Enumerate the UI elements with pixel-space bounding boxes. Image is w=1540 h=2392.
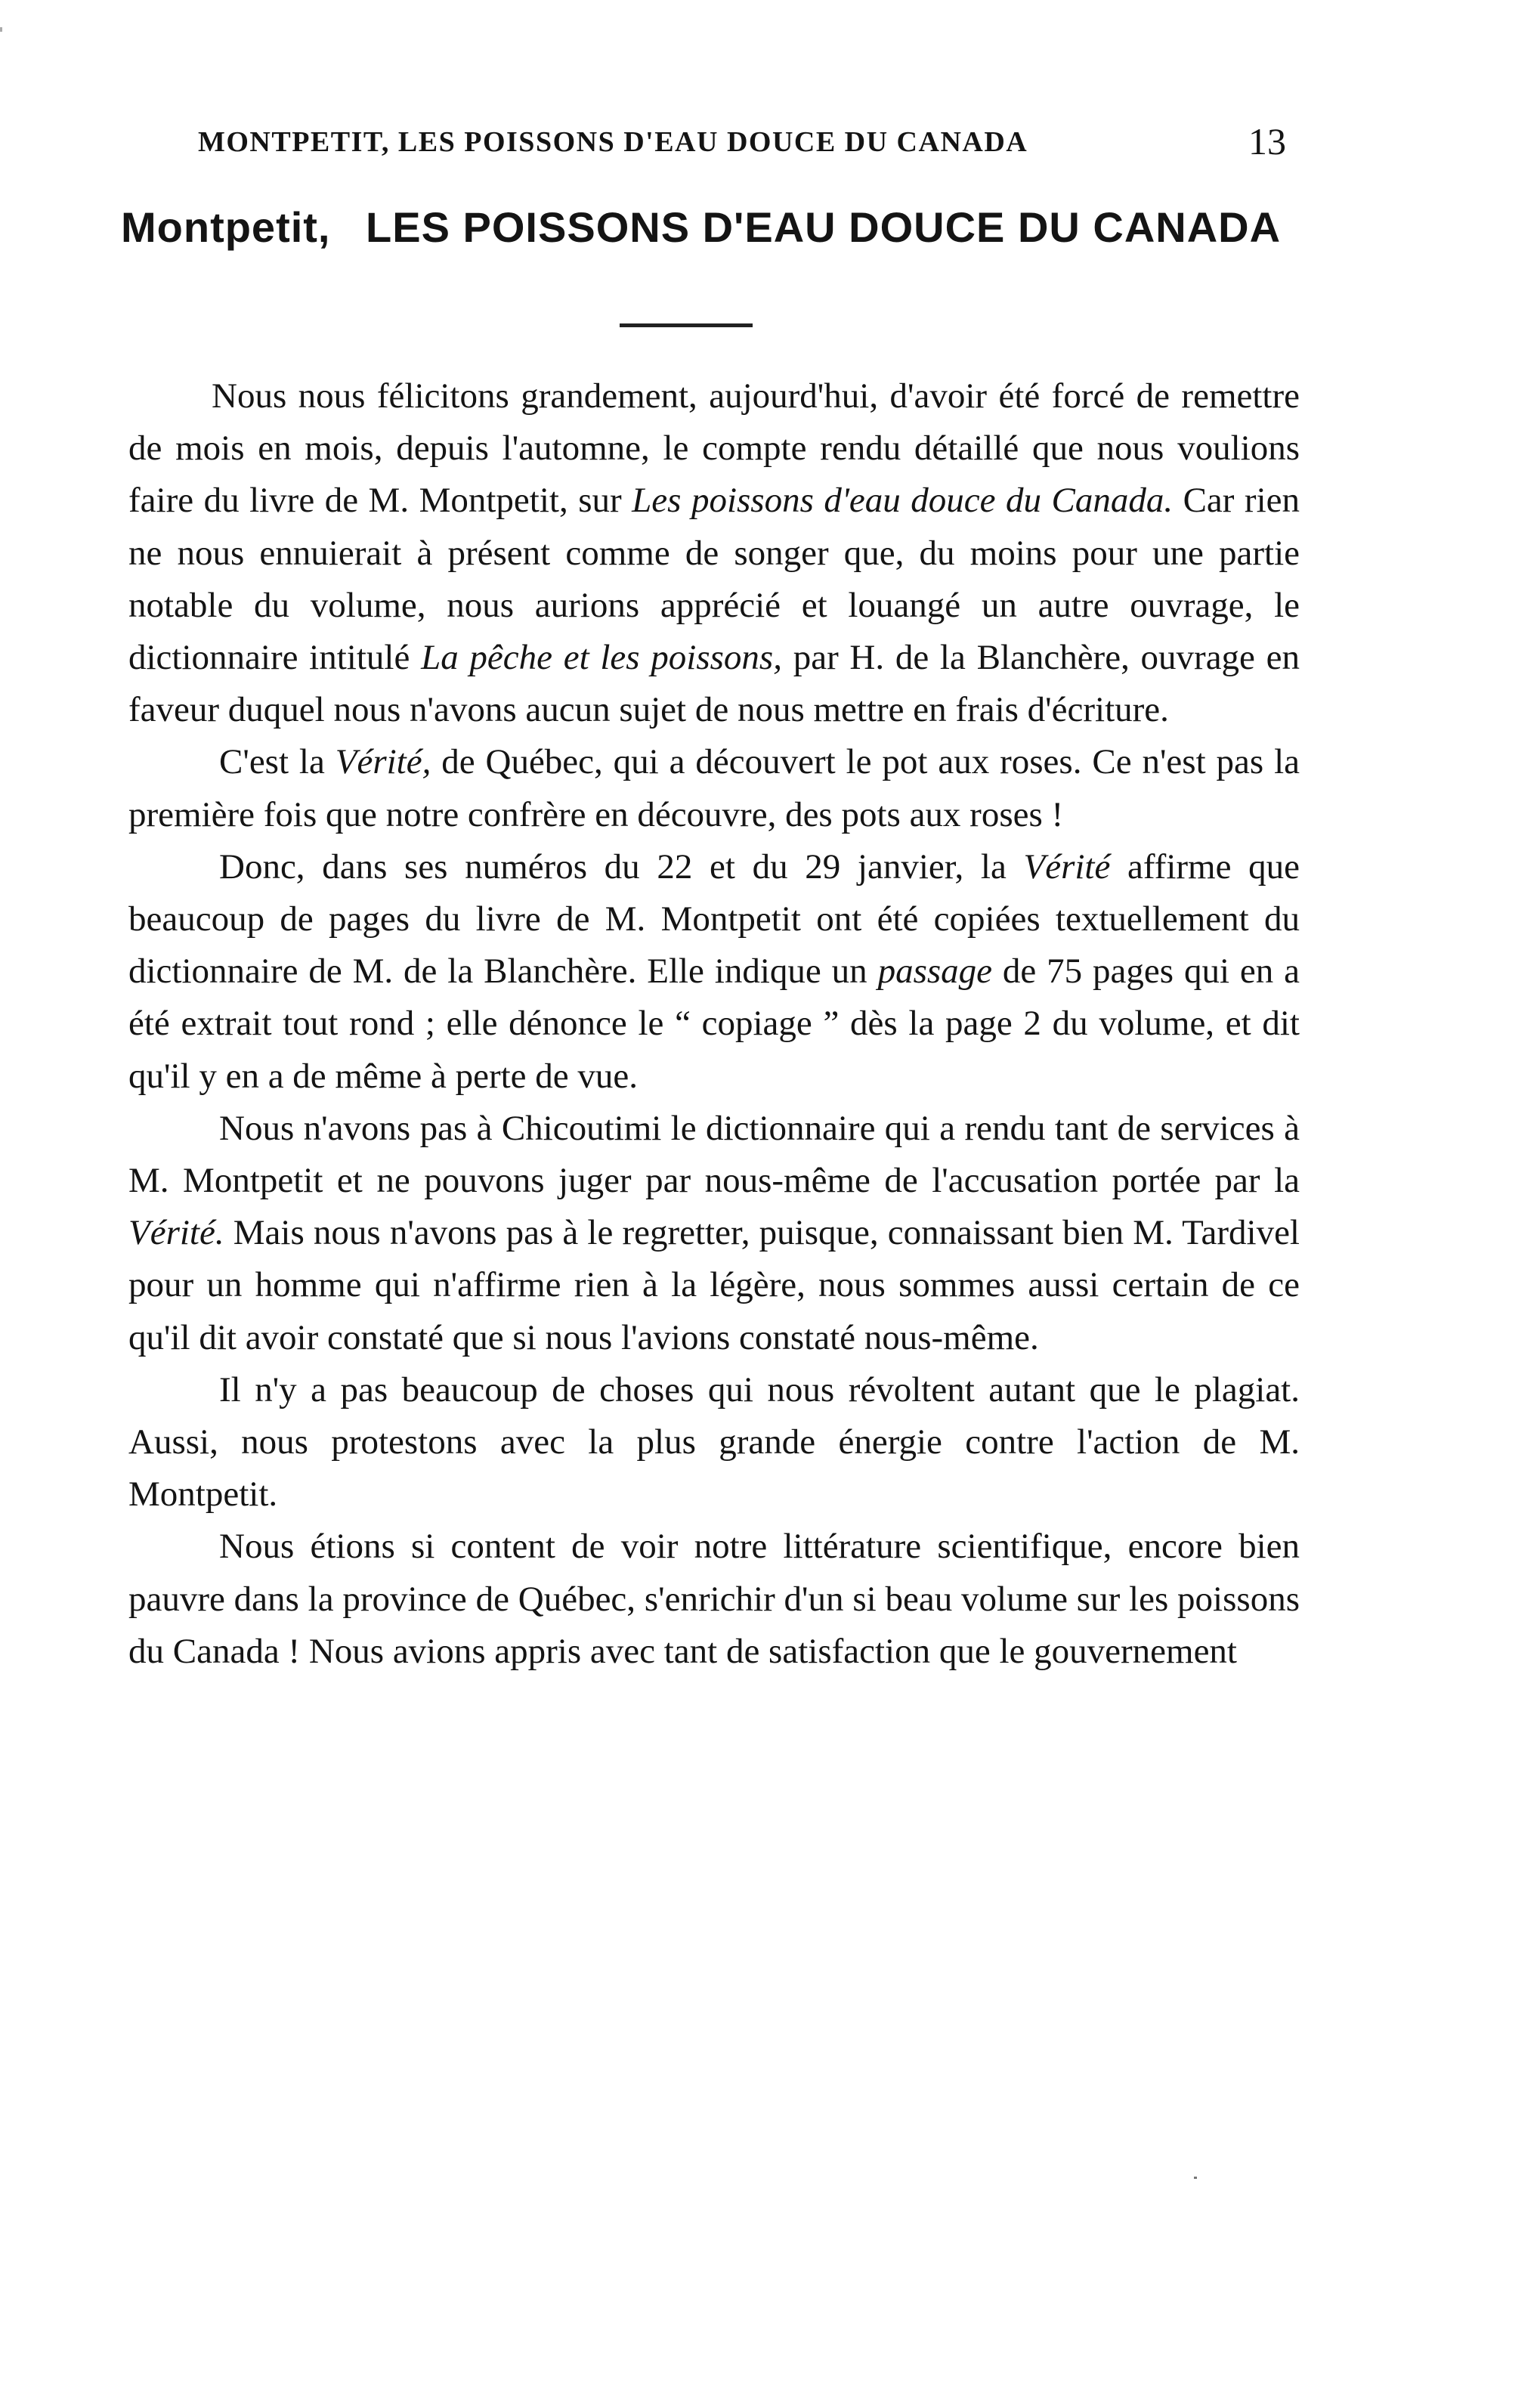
paragraph [128, 1103, 1300, 1364]
paragraph-text: de Québec, qui a découvert le pot aux roses. Ce n'est pas la première fois que notre confrère en découvre, des pots aux roses ! [128, 742, 1300, 834]
scan-speck [1194, 2177, 1197, 2179]
paragraph [128, 1364, 1300, 1521]
paragraph-text: Nous nous félicitons grandement, aujourd'hui, d'avoir été forcé de remettre de mois en mois, depuis l'automne, le compte rendu détaillé que nous voulions faire du livre de M. Montpetit, sur [128, 376, 1300, 521]
paragraph-text: Car rien ne nous ennuierait à présent comme de songer que, du moins pour une partie notable du volume, nous aurions apprécié et louangé un autre ouvrage, le dictionnaire intitulé [128, 481, 1300, 678]
scan-speck [0, 27, 2, 32]
italic-title-text: Les poissons d'eau douce du Canada. [632, 481, 1174, 521]
running-head-title: MONTPETIT, LES POISSONS D'EAU DOUCE DU CANADA [198, 126, 1028, 158]
italic-title-text: Vérité. [128, 1213, 224, 1253]
italic-title-text: Vérité [1023, 846, 1111, 887]
paragraph-text: Donc, dans ses numéros du 22 et du 29 janvier, la [219, 846, 1024, 887]
separator-rule [620, 323, 753, 327]
running-head [198, 120, 1286, 171]
paragraph [128, 370, 1300, 736]
italic-title-text: La pêche et les poissons, [421, 638, 782, 678]
article-body [128, 370, 1300, 1678]
paragraph-text: Il n'y a pas beaucoup de choses qui nous révoltent autant que le plagiat. Aussi, nous protestons avec la plus grande énergie contre l'action de M. Montpetit. [128, 1369, 1300, 1515]
italic-title-text: passage [877, 952, 993, 992]
paragraph-text: affirme que beaucoup de pages du livre de M. Montpetit ont été copiées textuellement du dictionnaire de M. de la Blanchère. Elle indique un [128, 846, 1300, 992]
page-number: 13 [1248, 120, 1286, 162]
paragraph [128, 1521, 1300, 1678]
article-author: Montpetit, [121, 203, 331, 251]
article-heading [121, 203, 1300, 252]
article-title: LES POISSONS D'EAU DOUCE DU CANADA [366, 203, 1282, 251]
italic-title-text: Vérité, [335, 742, 431, 782]
paragraph [128, 841, 1300, 1103]
paragraph-text: Nous étions si content de voir notre littérature scientifique, encore bien pauvre dans la province de Québec, s'enrichir d'un si beau volume sur les poissons du Canada ! Nous avions appris avec tant de satisfaction que le gouvernement [128, 1527, 1300, 1671]
paragraph-text: Nous n'avons pas à Chicoutimi le dictionnaire qui a rendu tant de services à M. Montpetit et ne pouvons juger par nous-même de l'accusation portée par la [128, 1108, 1300, 1201]
paragraph-text: Mais nous n'avons pas à le regretter, puisque, connaissant bien M. Tardivel pour un homme qui n'affirme rien à la légère, nous sommes aussi certain de ce qu'il dit avoir constaté que si nous l'avions constaté nous-même. [128, 1213, 1300, 1357]
paragraph-text: C'est la [219, 742, 336, 782]
paragraph [128, 736, 1300, 840]
paragraph-text: par H. de la Blanchère, ouvrage en faveur duquel nous n'avons aucun sujet de nous mettre en frais d'écriture. [128, 638, 1300, 730]
paragraph-text: de 75 pages qui en a été extrait tout rond ; elle dénonce le “ copiage ” dès la page 2 du volume, et dit qu'il y en a de même à perte de vue. [128, 952, 1300, 1096]
